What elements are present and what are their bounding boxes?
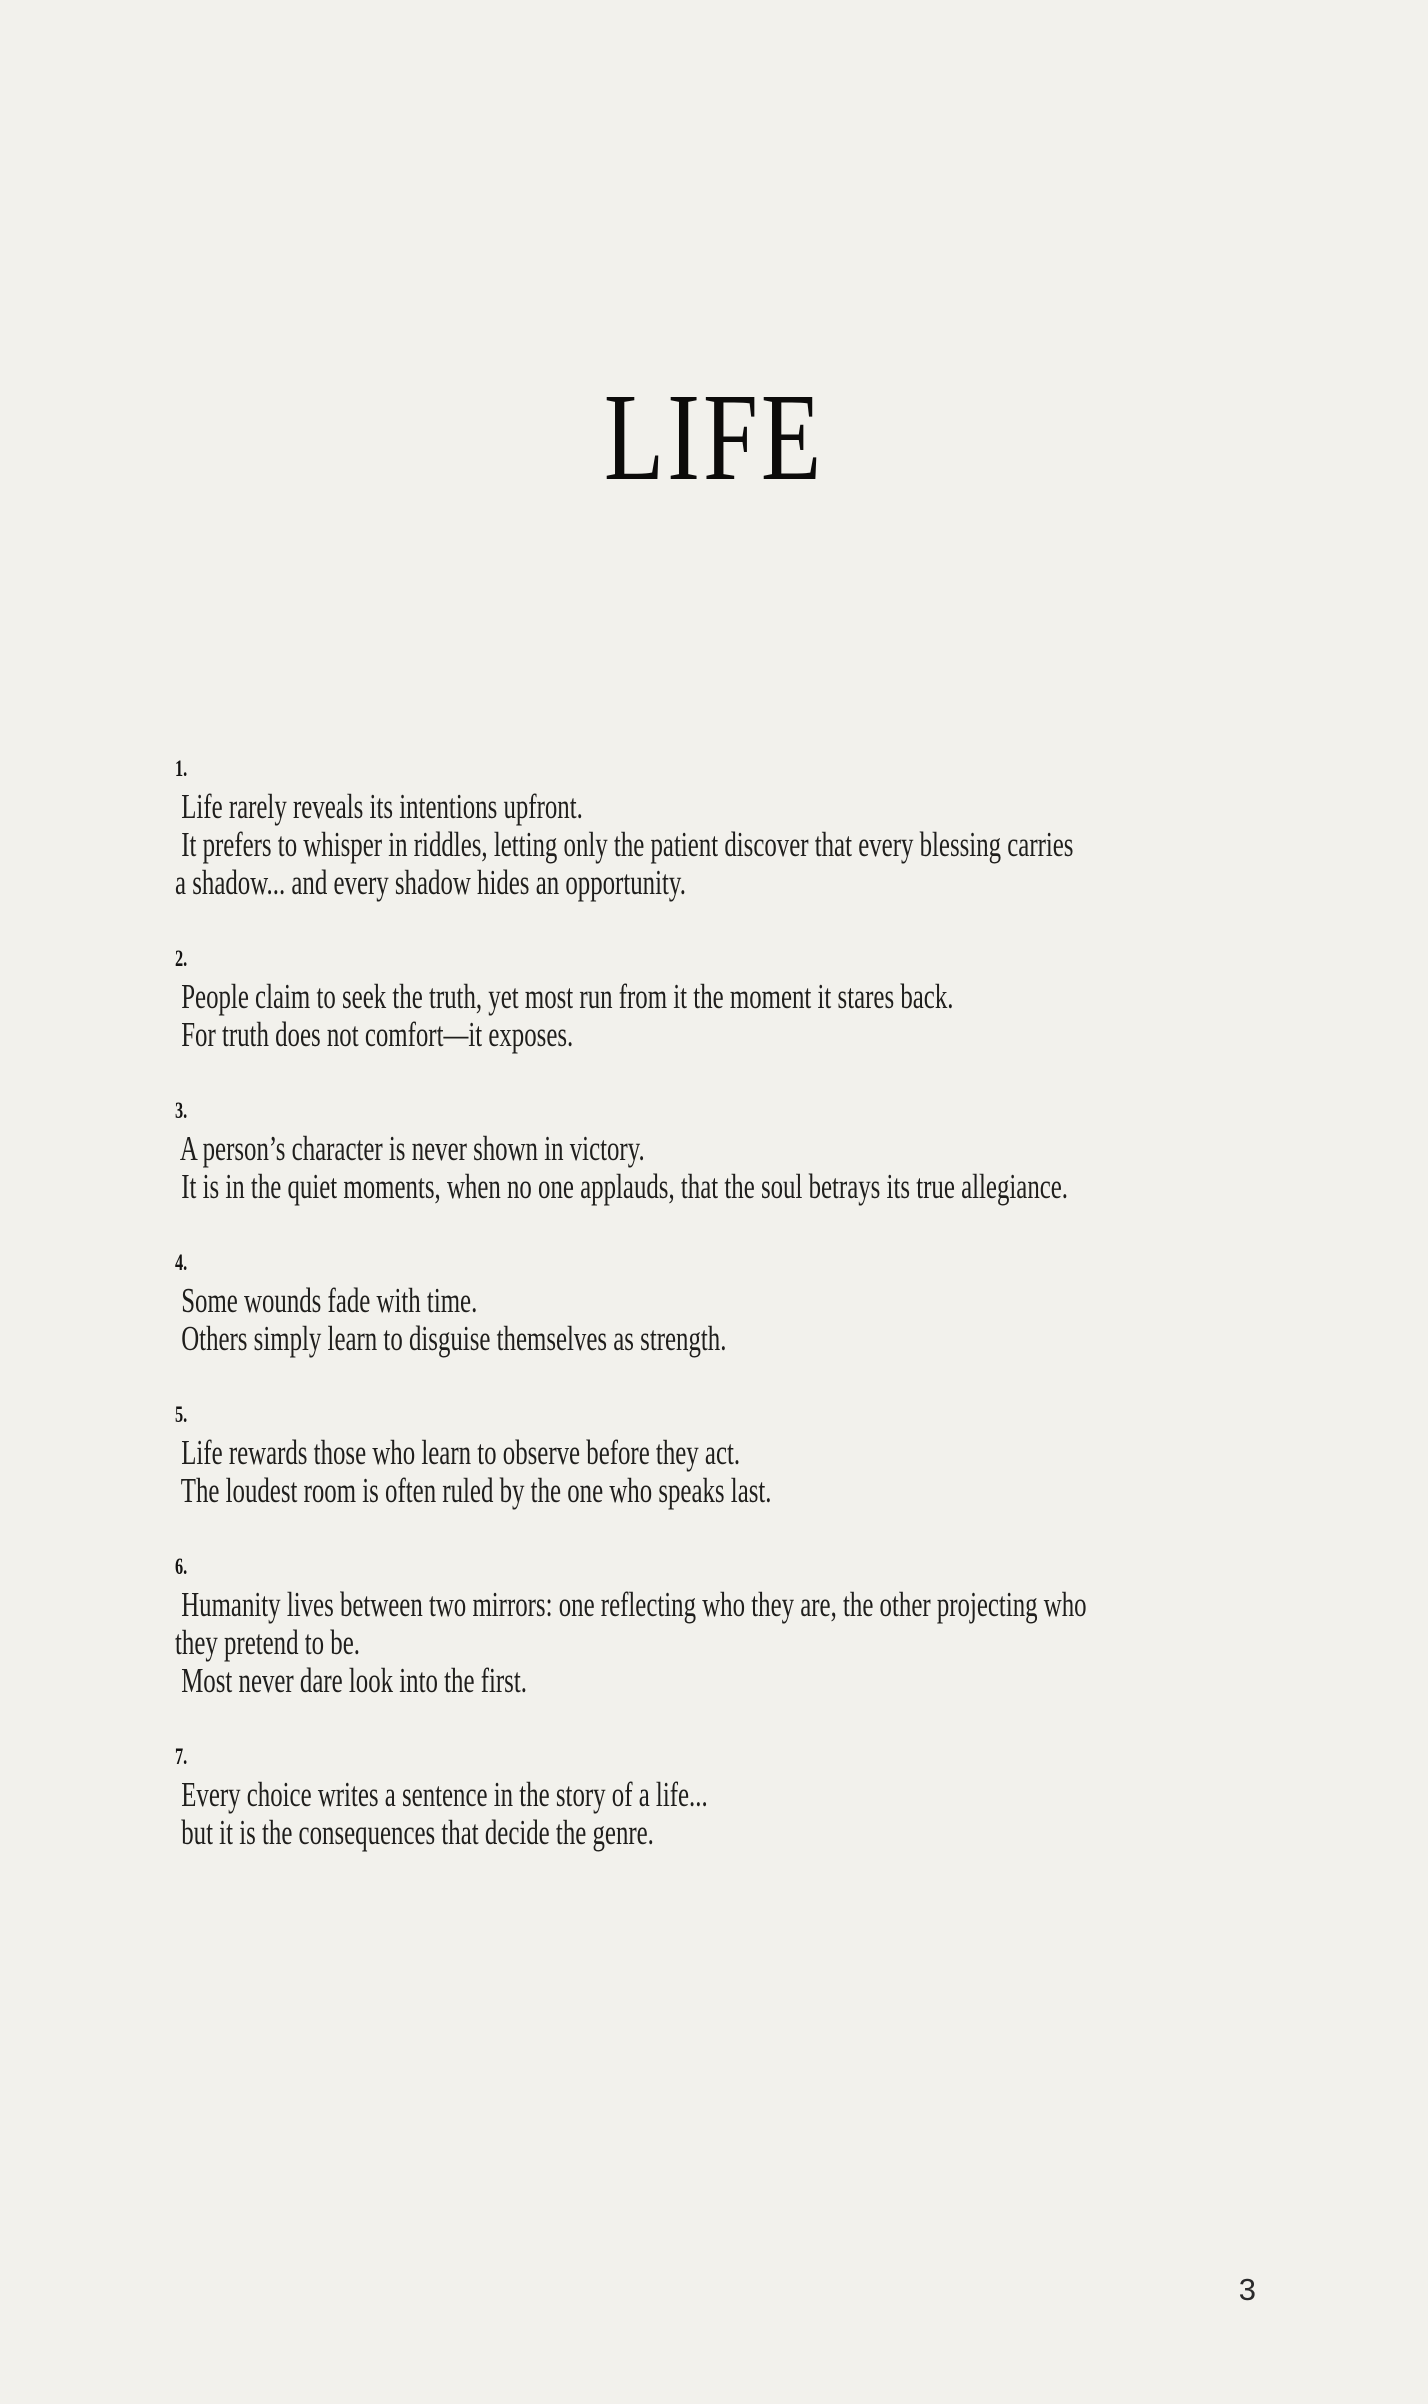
aphorism-line: Life rarely reveals its intentions upfront. — [175, 787, 583, 826]
aphorism-item — [175, 940, 1263, 1054]
aphorism-line: they pretend to be. — [175, 1623, 360, 1662]
aphorism-item — [175, 1092, 1263, 1206]
aphorism-number: 3. — [175, 1098, 188, 1123]
aphorism-line: A person’s character is never shown in victory. — [175, 1129, 645, 1168]
aphorism-number: 5. — [175, 1402, 188, 1427]
aphorism-item — [175, 1396, 1263, 1510]
aphorism-line: It prefers to whisper in riddles, letting only the patient discover that every blessing carries — [175, 825, 1074, 864]
aphorism-number: 6. — [175, 1554, 188, 1579]
aphorism-line: Every choice writes a sentence in the story of a life... — [175, 1775, 708, 1814]
aphorism-line: Most never dare look into the first. — [175, 1661, 527, 1700]
aphorism-number: 2. — [175, 946, 188, 971]
aphorism-list-inner — [175, 750, 1263, 1852]
document-page — [0, 369, 1428, 2404]
aphorism-line: Life rewards those who learn to observe before they act. — [175, 1433, 741, 1472]
aphorism-line: For truth does not comfort—it exposes. — [175, 1015, 574, 1054]
aphorism-line: Others simply learn to disguise themselves as strength. — [175, 1319, 727, 1358]
aphorism-item — [175, 750, 1263, 902]
aphorism-line: but it is the consequences that decide the genre. — [175, 1813, 654, 1852]
aphorism-line: a shadow... and every shadow hides an opportunity. — [175, 863, 686, 902]
aphorism-line: It is in the quiet moments, when no one applauds, that the soul betrays its true allegiance. — [175, 1167, 1069, 1206]
aphorism-line: The loudest room is often ruled by the one who speaks last. — [175, 1471, 772, 1510]
aphorism-number: 1. — [175, 756, 188, 781]
page-number: 3 — [1238, 2272, 1256, 2307]
aphorism-number: 4. — [175, 1250, 188, 1275]
aphorism-item — [175, 1738, 1263, 1852]
aphorism-item — [175, 1548, 1263, 1700]
aphorism-line: People claim to seek the truth, yet most run from it the moment it stares back. — [175, 977, 954, 1016]
aphorism-list — [175, 750, 1428, 1852]
aphorism-line: Some wounds fade with time. — [175, 1281, 478, 1320]
aphorism-number: 7. — [175, 1744, 188, 1769]
aphorism-line: Humanity lives between two mirrors: one reflecting who they are, the other projecting who — [175, 1585, 1087, 1624]
page-title: LIFE — [603, 369, 825, 507]
aphorism-item — [175, 1244, 1263, 1358]
